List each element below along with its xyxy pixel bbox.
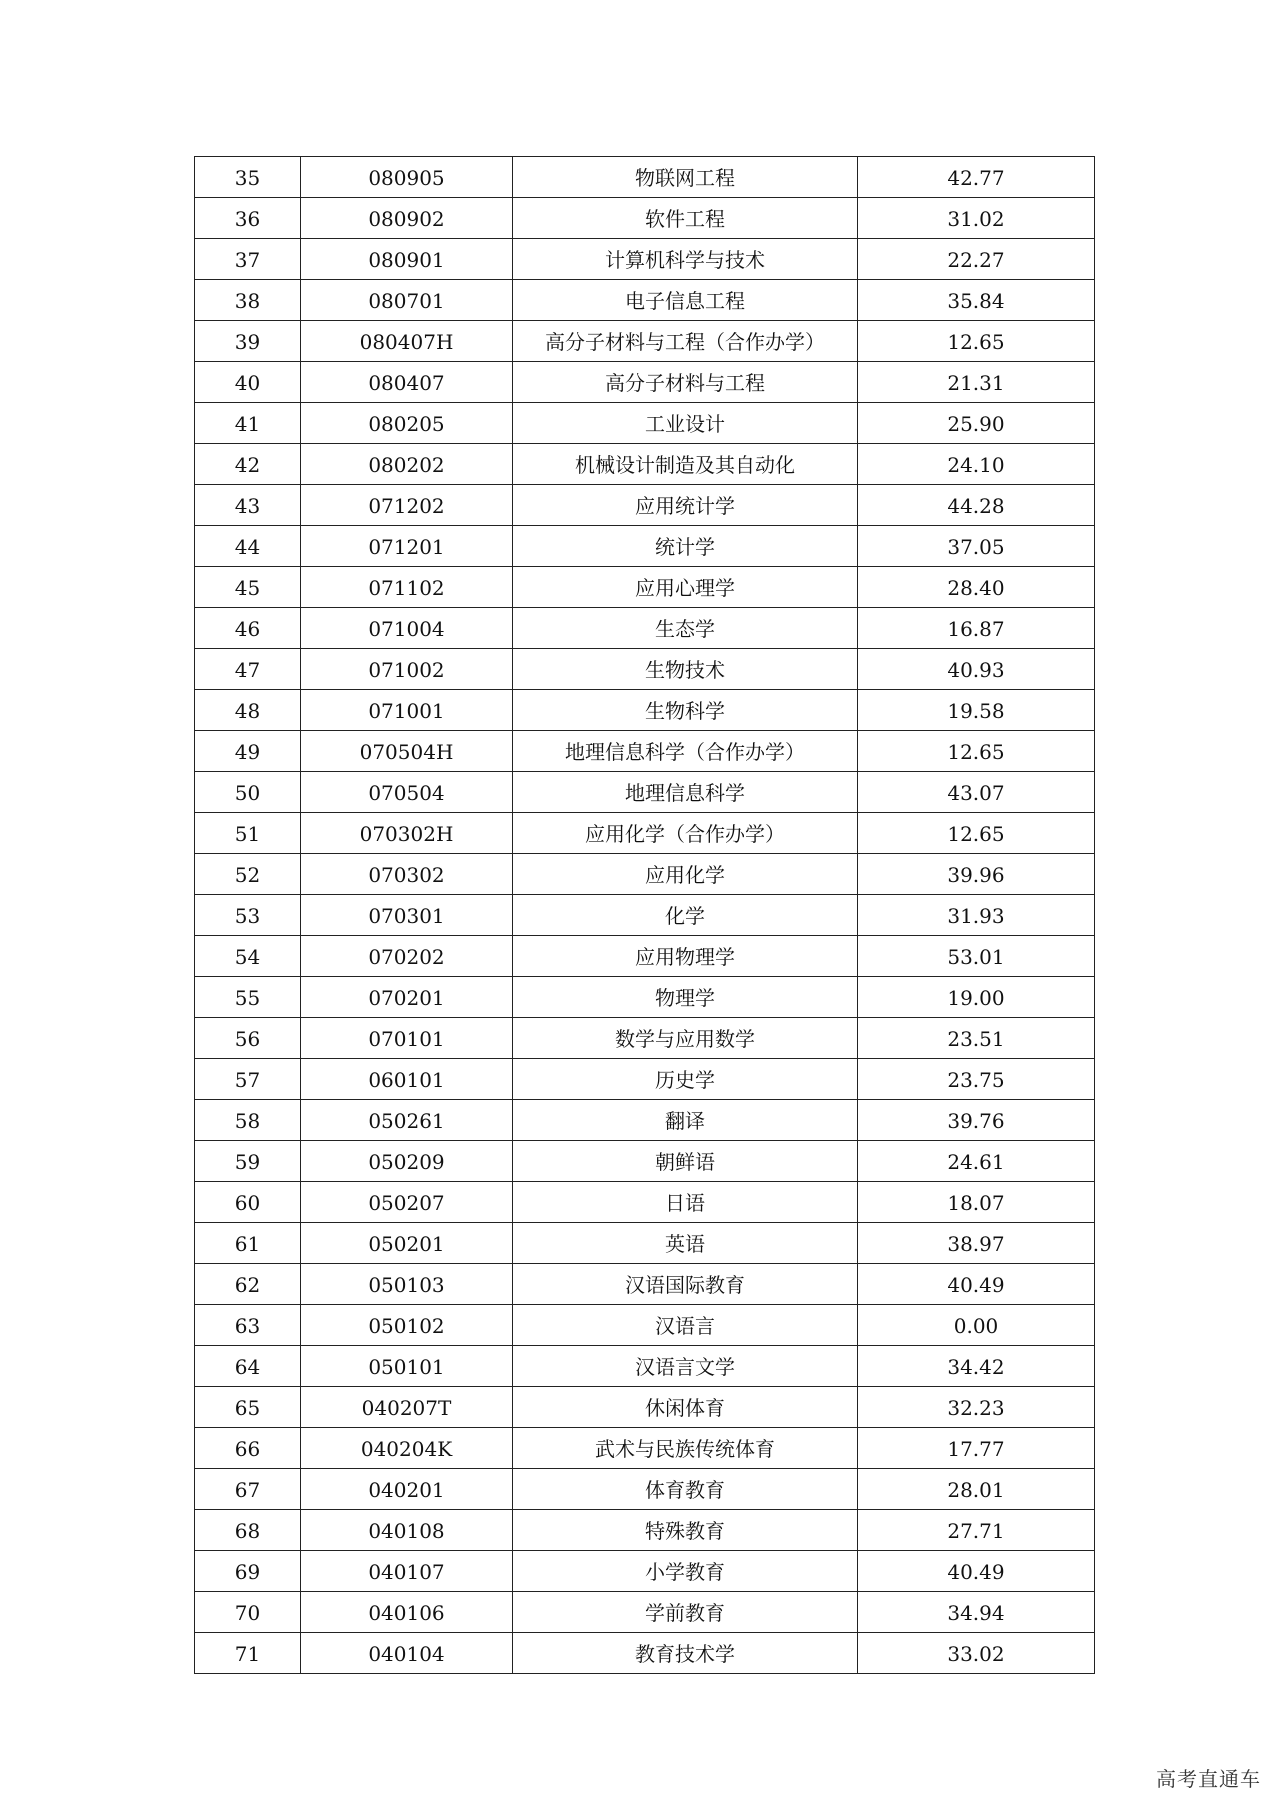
row-number-cell: 61 bbox=[195, 1223, 301, 1264]
table-row bbox=[195, 1141, 1095, 1182]
value-cell: 18.07 bbox=[858, 1182, 1095, 1223]
row-number-cell: 49 bbox=[195, 731, 301, 772]
row-number-cell: 36 bbox=[195, 198, 301, 239]
value-cell: 22.27 bbox=[858, 239, 1095, 280]
table-row bbox=[195, 772, 1095, 813]
row-number-cell: 42 bbox=[195, 444, 301, 485]
row-number-cell: 37 bbox=[195, 239, 301, 280]
major-code-cell: 050102 bbox=[301, 1305, 513, 1346]
value-cell: 16.87 bbox=[858, 608, 1095, 649]
row-number-cell: 58 bbox=[195, 1100, 301, 1141]
major-name-cell: 电子信息工程 bbox=[513, 280, 858, 321]
major-name-cell: 地理信息科学 bbox=[513, 772, 858, 813]
value-cell: 33.02 bbox=[858, 1633, 1095, 1674]
row-number-cell: 56 bbox=[195, 1018, 301, 1059]
major-code-cell: 070101 bbox=[301, 1018, 513, 1059]
major-name-cell: 数学与应用数学 bbox=[513, 1018, 858, 1059]
table-row bbox=[195, 1182, 1095, 1223]
row-number-cell: 35 bbox=[195, 157, 301, 198]
major-code-cell: 080905 bbox=[301, 157, 513, 198]
value-cell: 42.77 bbox=[858, 157, 1095, 198]
table-row bbox=[195, 1633, 1095, 1674]
major-name-cell: 生物技术 bbox=[513, 649, 858, 690]
major-name-cell: 汉语言文学 bbox=[513, 1346, 858, 1387]
major-code-cell: 050103 bbox=[301, 1264, 513, 1305]
watermark-text: 高考直通车 bbox=[1156, 1767, 1261, 1791]
major-code-cell: 071002 bbox=[301, 649, 513, 690]
major-code-cell: 050101 bbox=[301, 1346, 513, 1387]
major-code-cell: 080407 bbox=[301, 362, 513, 403]
value-cell: 38.97 bbox=[858, 1223, 1095, 1264]
row-number-cell: 41 bbox=[195, 403, 301, 444]
major-name-cell: 休闲体育 bbox=[513, 1387, 858, 1428]
value-cell: 40.93 bbox=[858, 649, 1095, 690]
major-code-cell: 071102 bbox=[301, 567, 513, 608]
table-row bbox=[195, 485, 1095, 526]
value-cell: 12.65 bbox=[858, 731, 1095, 772]
value-cell: 12.65 bbox=[858, 813, 1095, 854]
table-row bbox=[195, 690, 1095, 731]
major-code-cell: 050209 bbox=[301, 1141, 513, 1182]
major-code-cell: 040107 bbox=[301, 1551, 513, 1592]
major-code-cell: 040204K bbox=[301, 1428, 513, 1469]
major-code-cell: 071001 bbox=[301, 690, 513, 731]
major-name-cell: 应用心理学 bbox=[513, 567, 858, 608]
major-code-cell: 070504H bbox=[301, 731, 513, 772]
table-row bbox=[195, 444, 1095, 485]
major-name-cell: 翻译 bbox=[513, 1100, 858, 1141]
value-cell: 39.76 bbox=[858, 1100, 1095, 1141]
major-name-cell: 汉语言 bbox=[513, 1305, 858, 1346]
row-number-cell: 40 bbox=[195, 362, 301, 403]
row-number-cell: 39 bbox=[195, 321, 301, 362]
major-name-cell: 特殊教育 bbox=[513, 1510, 858, 1551]
row-number-cell: 68 bbox=[195, 1510, 301, 1551]
value-cell: 24.61 bbox=[858, 1141, 1095, 1182]
table-row bbox=[195, 649, 1095, 690]
row-number-cell: 69 bbox=[195, 1551, 301, 1592]
table-body bbox=[195, 157, 1095, 1674]
value-cell: 37.05 bbox=[858, 526, 1095, 567]
major-name-cell: 历史学 bbox=[513, 1059, 858, 1100]
major-code-cell: 080407H bbox=[301, 321, 513, 362]
table-row bbox=[195, 1059, 1095, 1100]
value-cell: 28.01 bbox=[858, 1469, 1095, 1510]
major-name-cell: 生物科学 bbox=[513, 690, 858, 731]
row-number-cell: 52 bbox=[195, 854, 301, 895]
table-row bbox=[195, 526, 1095, 567]
table-row bbox=[195, 567, 1095, 608]
major-code-cell: 071201 bbox=[301, 526, 513, 567]
table-row bbox=[195, 895, 1095, 936]
major-name-cell: 汉语国际教育 bbox=[513, 1264, 858, 1305]
table-row bbox=[195, 1346, 1095, 1387]
value-cell: 32.23 bbox=[858, 1387, 1095, 1428]
major-name-cell: 体育教育 bbox=[513, 1469, 858, 1510]
row-number-cell: 48 bbox=[195, 690, 301, 731]
major-name-cell: 统计学 bbox=[513, 526, 858, 567]
major-code-cell: 060101 bbox=[301, 1059, 513, 1100]
value-cell: 43.07 bbox=[858, 772, 1095, 813]
row-number-cell: 50 bbox=[195, 772, 301, 813]
table-row bbox=[195, 321, 1095, 362]
table-row bbox=[195, 1592, 1095, 1633]
value-cell: 24.10 bbox=[858, 444, 1095, 485]
table-row bbox=[195, 1018, 1095, 1059]
major-name-cell: 学前教育 bbox=[513, 1592, 858, 1633]
major-code-cell: 070201 bbox=[301, 977, 513, 1018]
row-number-cell: 71 bbox=[195, 1633, 301, 1674]
table-row bbox=[195, 1264, 1095, 1305]
major-code-cell: 080205 bbox=[301, 403, 513, 444]
value-cell: 40.49 bbox=[858, 1264, 1095, 1305]
major-name-cell: 地理信息科学（合作办学） bbox=[513, 731, 858, 772]
major-name-cell: 日语 bbox=[513, 1182, 858, 1223]
table-row bbox=[195, 157, 1095, 198]
table-row bbox=[195, 1305, 1095, 1346]
major-code-cell: 080202 bbox=[301, 444, 513, 485]
major-code-cell: 070202 bbox=[301, 936, 513, 977]
row-number-cell: 67 bbox=[195, 1469, 301, 1510]
major-name-cell: 应用统计学 bbox=[513, 485, 858, 526]
major-name-cell: 计算机科学与技术 bbox=[513, 239, 858, 280]
major-code-cell: 070302H bbox=[301, 813, 513, 854]
value-cell: 19.58 bbox=[858, 690, 1095, 731]
major-name-cell: 高分子材料与工程 bbox=[513, 362, 858, 403]
row-number-cell: 46 bbox=[195, 608, 301, 649]
major-code-cell: 080701 bbox=[301, 280, 513, 321]
value-cell: 44.28 bbox=[858, 485, 1095, 526]
major-code-cell: 071004 bbox=[301, 608, 513, 649]
major-name-cell: 化学 bbox=[513, 895, 858, 936]
value-cell: 53.01 bbox=[858, 936, 1095, 977]
row-number-cell: 66 bbox=[195, 1428, 301, 1469]
row-number-cell: 51 bbox=[195, 813, 301, 854]
table-row bbox=[195, 813, 1095, 854]
value-cell: 23.75 bbox=[858, 1059, 1095, 1100]
major-name-cell: 机械设计制造及其自动化 bbox=[513, 444, 858, 485]
major-code-cell: 050261 bbox=[301, 1100, 513, 1141]
table-row bbox=[195, 854, 1095, 895]
value-cell: 19.00 bbox=[858, 977, 1095, 1018]
value-cell: 17.77 bbox=[858, 1428, 1095, 1469]
major-name-cell: 应用化学 bbox=[513, 854, 858, 895]
major-name-cell: 朝鲜语 bbox=[513, 1141, 858, 1182]
major-name-cell: 物理学 bbox=[513, 977, 858, 1018]
row-number-cell: 63 bbox=[195, 1305, 301, 1346]
major-code-cell: 070301 bbox=[301, 895, 513, 936]
table-row bbox=[195, 1551, 1095, 1592]
major-name-cell: 生态学 bbox=[513, 608, 858, 649]
row-number-cell: 47 bbox=[195, 649, 301, 690]
major-code-cell: 050207 bbox=[301, 1182, 513, 1223]
value-cell: 23.51 bbox=[858, 1018, 1095, 1059]
major-code-cell: 080902 bbox=[301, 198, 513, 239]
table-row bbox=[195, 1469, 1095, 1510]
row-number-cell: 43 bbox=[195, 485, 301, 526]
row-number-cell: 60 bbox=[195, 1182, 301, 1223]
table-row bbox=[195, 977, 1095, 1018]
row-number-cell: 53 bbox=[195, 895, 301, 936]
major-name-cell: 高分子材料与工程（合作办学） bbox=[513, 321, 858, 362]
table-row bbox=[195, 608, 1095, 649]
table-row bbox=[195, 1428, 1095, 1469]
value-cell: 31.02 bbox=[858, 198, 1095, 239]
major-code-cell: 070302 bbox=[301, 854, 513, 895]
value-cell: 39.96 bbox=[858, 854, 1095, 895]
major-code-cell: 070504 bbox=[301, 772, 513, 813]
major-name-cell: 工业设计 bbox=[513, 403, 858, 444]
table-row bbox=[195, 362, 1095, 403]
major-code-cell: 040207T bbox=[301, 1387, 513, 1428]
value-cell: 34.42 bbox=[858, 1346, 1095, 1387]
table-row bbox=[195, 403, 1095, 444]
value-cell: 27.71 bbox=[858, 1510, 1095, 1551]
major-name-cell: 物联网工程 bbox=[513, 157, 858, 198]
table-row bbox=[195, 936, 1095, 977]
value-cell: 28.40 bbox=[858, 567, 1095, 608]
row-number-cell: 57 bbox=[195, 1059, 301, 1100]
major-code-cell: 080901 bbox=[301, 239, 513, 280]
row-number-cell: 38 bbox=[195, 280, 301, 321]
major-code-cell: 040201 bbox=[301, 1469, 513, 1510]
table-row bbox=[195, 239, 1095, 280]
row-number-cell: 70 bbox=[195, 1592, 301, 1633]
value-cell: 35.84 bbox=[858, 280, 1095, 321]
data-table bbox=[194, 156, 1095, 1674]
value-cell: 25.90 bbox=[858, 403, 1095, 444]
row-number-cell: 55 bbox=[195, 977, 301, 1018]
row-number-cell: 45 bbox=[195, 567, 301, 608]
table-row bbox=[195, 1510, 1095, 1551]
major-name-cell: 应用物理学 bbox=[513, 936, 858, 977]
row-number-cell: 59 bbox=[195, 1141, 301, 1182]
value-cell: 40.49 bbox=[858, 1551, 1095, 1592]
major-code-cell: 040108 bbox=[301, 1510, 513, 1551]
major-name-cell: 教育技术学 bbox=[513, 1633, 858, 1674]
major-code-cell: 071202 bbox=[301, 485, 513, 526]
row-number-cell: 64 bbox=[195, 1346, 301, 1387]
major-name-cell: 小学教育 bbox=[513, 1551, 858, 1592]
major-code-cell: 050201 bbox=[301, 1223, 513, 1264]
value-cell: 34.94 bbox=[858, 1592, 1095, 1633]
value-cell: 21.31 bbox=[858, 362, 1095, 403]
table-row bbox=[195, 1223, 1095, 1264]
table-row bbox=[195, 198, 1095, 239]
major-name-cell: 英语 bbox=[513, 1223, 858, 1264]
table-row bbox=[195, 280, 1095, 321]
row-number-cell: 65 bbox=[195, 1387, 301, 1428]
row-number-cell: 44 bbox=[195, 526, 301, 567]
table-row bbox=[195, 1387, 1095, 1428]
row-number-cell: 62 bbox=[195, 1264, 301, 1305]
major-name-cell: 应用化学（合作办学） bbox=[513, 813, 858, 854]
major-name-cell: 软件工程 bbox=[513, 198, 858, 239]
value-cell: 31.93 bbox=[858, 895, 1095, 936]
major-code-cell: 040106 bbox=[301, 1592, 513, 1633]
table-row bbox=[195, 731, 1095, 772]
row-number-cell: 54 bbox=[195, 936, 301, 977]
value-cell: 0.00 bbox=[858, 1305, 1095, 1346]
major-name-cell: 武术与民族传统体育 bbox=[513, 1428, 858, 1469]
table-row bbox=[195, 1100, 1095, 1141]
major-code-cell: 040104 bbox=[301, 1633, 513, 1674]
value-cell: 12.65 bbox=[858, 321, 1095, 362]
